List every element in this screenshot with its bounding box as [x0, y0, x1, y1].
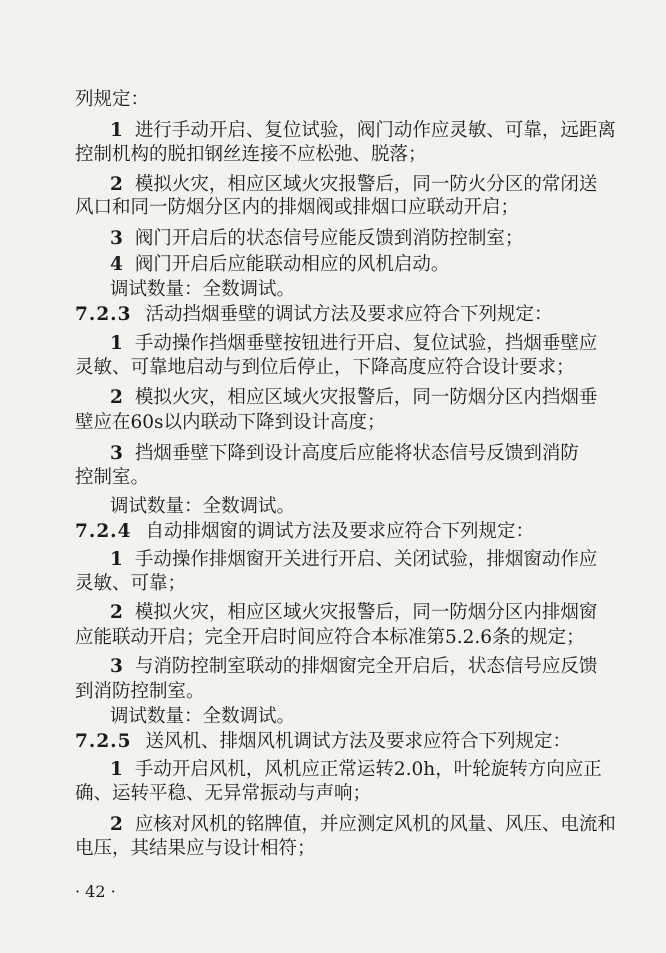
item-number: 2 [110, 602, 123, 624]
section-heading: 7.2.3 活动挡烟垂壁的调试方法及要求应符合下列规定： [75, 304, 553, 326]
item-number: 2 [110, 813, 123, 835]
text-line: 灵敏、可靠； [75, 573, 187, 595]
item-number: 2 [110, 173, 123, 195]
list-item: 2 模拟火灾，相应区域火灾报警后，同一防火分区的常闭送 [110, 173, 598, 195]
list-item: 1 手动操作排烟窗开关进行开启、关闭试验，排烟窗动作应 [110, 548, 598, 570]
section-heading: 7.2.4 自动排烟窗的调试方法及要求应符合下列规定： [75, 520, 535, 542]
list-item: 3 与消防控制室联动的排烟窗完全开启后，状态信号应反馈 [110, 656, 598, 678]
list-item: 2 模拟火灾，相应区域火灾报警后，同一防烟分区内排烟窗 [110, 602, 598, 624]
text-line: 风口和同一防烟分区内的排烟阀或排烟口应联动开启； [75, 197, 520, 219]
item-number: 2 [110, 387, 123, 409]
text-line: 控制室。 [75, 467, 150, 489]
list-item: 1 手动开启风机，风机应正常运转2.0h，叶轮旋转方向应正 [110, 758, 602, 780]
item-number: 1 [110, 119, 123, 141]
list-item: 1 手动操作挡烟垂壁按钮进行开启、复位试验，挡烟垂壁应 [110, 332, 598, 354]
text-line: 壁应在60s以内联动下降到设计高度； [75, 411, 386, 433]
list-item: 3 挡烟垂壁下降到设计高度后应能将状态信号反馈到消防 [110, 442, 579, 464]
section-number: 7.2.4 [75, 520, 132, 542]
list-item: 3 阀门开启后的状态信号应能反馈到消防控制室； [110, 227, 524, 249]
text-line: 到消防控制室。 [75, 680, 205, 702]
text-line: 应能联动开启；完全开启时间应符合本标准第5.2.6条的规定； [75, 626, 585, 648]
section-heading: 7.2.5 送风机、排烟风机调试方法及要求应符合下列规定： [75, 731, 572, 753]
section-number: 7.2.3 [75, 304, 132, 326]
text-line: 电压，其结果应与设计相符； [75, 837, 316, 859]
text-line: 确、运转平稳、无异常振动与声响； [75, 783, 372, 805]
list-item: 1 进行手动开启、复位试验，阀门动作应灵敏、可靠，远距离 [110, 119, 616, 141]
text-line: 灵敏、可靠地启动与到位后停止，下降高度应符合设计要求； [75, 357, 575, 379]
item-number: 1 [110, 332, 123, 354]
section-number: 7.2.5 [75, 731, 132, 753]
text-line: 列规定： [75, 89, 150, 110]
list-item: 4 阀门开启后应能联动相应的风机启动。 [110, 253, 450, 275]
text-line: 调试数量：全数调试。 [110, 278, 296, 300]
item-number: 4 [110, 253, 123, 275]
text-line: 控制机构的脱扣钢丝连接不应松弛、脱落； [75, 143, 427, 165]
text-line: 调试数量：全数调试。 [110, 705, 296, 727]
page-number: · 42 · [75, 882, 116, 901]
item-number: 1 [110, 548, 123, 570]
text-line: 调试数量：全数调试。 [110, 495, 296, 517]
item-number: 3 [110, 227, 123, 249]
list-item: 2 模拟火灾，相应区域火灾报警后，同一防烟分区内挡烟垂 [110, 387, 598, 409]
item-number: 1 [110, 758, 123, 780]
item-number: 3 [110, 442, 123, 464]
item-number: 3 [110, 656, 123, 678]
list-item: 2 应核对风机的铭牌值，并应测定风机的风量、风压、电流和 [110, 813, 616, 835]
